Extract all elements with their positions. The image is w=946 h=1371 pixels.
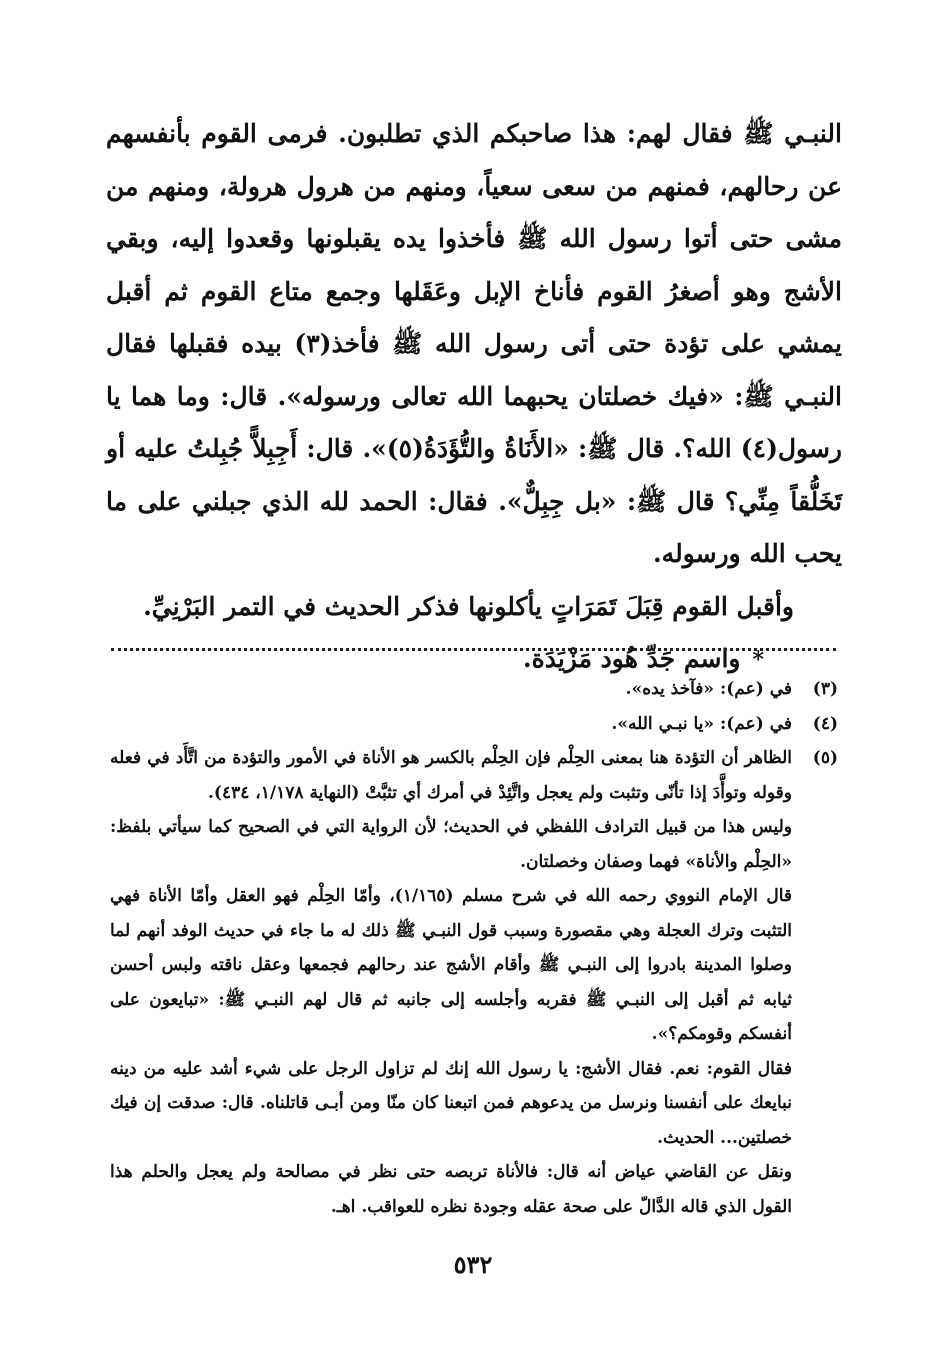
biography-note-text: واسم جَدِّ هُود مَزْيَدَة. (522, 644, 741, 673)
footnote-number: (٤) (812, 713, 838, 734)
footnote-number: (٣) (812, 679, 838, 699)
footnote-text: في (عم): «يا نبـي الله». (611, 713, 792, 734)
star-icon: * (752, 647, 764, 673)
footnote-body (110, 672, 792, 707)
footnotes (110, 672, 838, 1224)
footnote-text: ونقل عن القاضي عياض أنه قال: فالأناة تربصه حتى نظر في مصالحة ولم يعجل والحلم هذا القول الذي قاله الدَّالّ على صحة عقله وجودة نظره للعواقب. اهـ. (110, 1162, 792, 1217)
footnote-text: الظاهر أن التؤدة هنا بمعنى الحِلْم فإن الحِلْم بالكسر هو الأناة في الأمور والتؤدة من اتَّأَد في فعله وقوله وتوأَّدَ إذا تأنّى وتثبت ولم يعجل واتَّئِدْ في أمرك أي تثبَّتْ (النهاية ١/١٧٨، ٤٣٤). (110, 748, 792, 803)
footnote-text: فقال القوم: نعم. فقال الأشج: يا رسول الله إنك لم تزاول الرجل على شيء أشد عليه من دينه نبايعك على أنفسنا ونرسل من يدعوهم فمن اتبعنا كان منّا ومن أبـى قاتلناه. قال: صدقت إن فيك خصلتين... الحديث. (110, 1058, 792, 1148)
footnote-body (110, 741, 792, 1224)
footnote-text: في (عم): «فآخذ يده». (625, 679, 792, 699)
page-number: ٥٣٢ (453, 1250, 493, 1279)
main-text (106, 108, 842, 687)
footnote-number: (٥) (812, 748, 838, 768)
footnote-body (110, 707, 792, 742)
footnote-5 (110, 741, 838, 1224)
footnote-separator (111, 648, 836, 651)
footnote-text: قال الإمام النووي رحمه الله في شرح مسلم (١/١٦٥)، وأمّا الحِلْم فهو العقل وأمّا الأناة فهي التثبت وترك العجلة وهي مقصورة وسبب قول النبـي ﷺ ذلك له ما جاء في حديث الوفد أنهم لما وصلوا المدينة بادروا إلى النبـي ﷺ وأقام الأشج عند رحالهم فجمعها وعقل ناقته ولبس أحسن ثيابه ثم أقبل إلى النبـي ﷺ فقربه وأجلسه إلى جانبه ثم قال لهم النبـي ﷺ: «تبايعون على أنفسكم وقومكم؟». (110, 886, 792, 1044)
footnote-4 (110, 707, 838, 742)
footnote-text: وليس هذا من قبيل الترادف اللفظي في الحديث؛ لأن الرواية التي في الصحيح كما سيأتي بلفظ: «الحِلْم والأناة» فهما وصفان وخصلتان. (110, 817, 792, 872)
main-paragraph-1: النبـي ﷺ فقال لهم: هذا صاحبكم الذي تطلبون. فرمى القوم بأنفسهم عن رحالهم، فمنهم من سعى سعياً، ومنهم من هرول هرولة، ومنهم من مشى حتى أتوا رسول الله ﷺ فأخذوا يده يقبلونها وقعدوا إليه، وبقي الأشج وهو أصغرُ القوم فأناخ الإبل وعَقَلها وجمع متاع القوم ثم أقبل يمشي على تؤدة حتى أتى رسول الله ﷺ فأخذ(٣) بيده فقبلها فقال النبـي ﷺ: «فيك خصلتان يحبهما الله تعالى ورسوله». قال: وما هما يا رسول(٤) الله؟. قال ﷺ: «الأَنَاةُ والتُّؤَدَةُ(٥)». قال: أَجِبِلاًّ جُبِلتُ عليه أو تَخَلُّقاً مِنِّي؟ قال ﷺ: «بل جِبِلٌّ». فقال: الحمد لله الذي جبلني على ما يحب الله ورسوله. (106, 119, 842, 568)
main-paragraph-2: وأقبل القوم قِبَلَ تَمَرَاتٍ يأكلونها فذكر الحديث في التمر البَرْنِيِّ. (143, 591, 794, 621)
footnote-3 (110, 672, 838, 707)
